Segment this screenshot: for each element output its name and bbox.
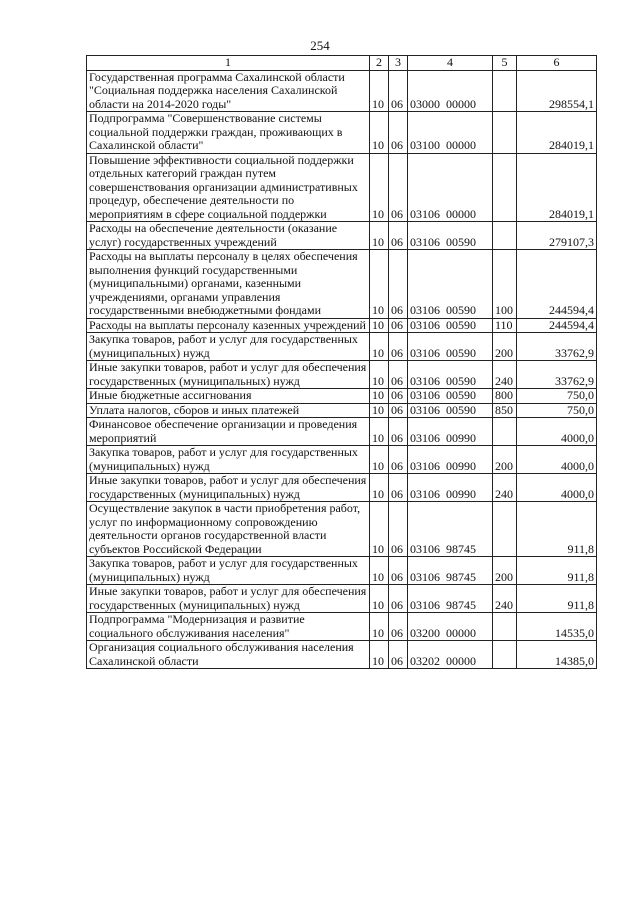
table-row <box>87 557 597 585</box>
row-section-cell: 10 <box>370 585 389 613</box>
table-row <box>87 502 597 557</box>
table-row <box>87 361 597 389</box>
row-subsection-cell: 06 <box>389 418 408 446</box>
row-name-cell: Иные закупки товаров, работ и услуг для обеспечения государственных (муниципальных) нужд <box>87 474 370 502</box>
row-name-cell: Закупка товаров, работ и услуг для государственных (муниципальных) нужд <box>87 557 370 585</box>
row-name-cell: Иные закупки товаров, работ и услуг для обеспечения государственных (муниципальных) нужд <box>87 585 370 613</box>
row-name-cell: Иные бюджетные ассигнования <box>87 389 370 404</box>
row-expense-type-cell <box>493 70 517 112</box>
row-target-article-cell: 03106 98745 <box>408 585 493 613</box>
row-name-cell: Осуществление закупок в части приобретения работ, услуг по информационному сопровождению деятельности органов государственной власти субъектов Российской Федерации <box>87 502 370 557</box>
row-expense-type-cell: 240 <box>493 474 517 502</box>
row-target-article-cell: 03200 00000 <box>408 613 493 641</box>
row-target-article-cell: 03106 00590 <box>408 222 493 250</box>
row-name-cell: Расходы на выплаты персоналу в целях обеспечения выполнения функций государственными (муниципальными) органами, казенными учреждениями, органами управления государственными внебюджетными фондами <box>87 250 370 319</box>
table-row <box>87 250 597 319</box>
row-section-cell: 10 <box>370 474 389 502</box>
row-section-cell: 10 <box>370 318 389 333</box>
table-row <box>87 222 597 250</box>
row-section-cell: 10 <box>370 418 389 446</box>
row-subsection-cell: 06 <box>389 389 408 404</box>
row-subsection-cell: 06 <box>389 502 408 557</box>
table-row <box>87 641 597 669</box>
row-subsection-cell: 06 <box>389 112 408 154</box>
row-subsection-cell: 06 <box>389 318 408 333</box>
row-amount-cell: 14385,0 <box>517 641 597 669</box>
row-expense-type-cell <box>493 641 517 669</box>
row-section-cell: 10 <box>370 222 389 250</box>
row-subsection-cell: 06 <box>389 361 408 389</box>
row-section-cell: 10 <box>370 70 389 112</box>
row-subsection-cell: 06 <box>389 613 408 641</box>
row-target-article-cell: 03106 00590 <box>408 361 493 389</box>
row-amount-cell: 4000,0 <box>517 418 597 446</box>
row-name-cell: Уплата налогов, сборов и иных платежей <box>87 403 370 418</box>
budget-table <box>86 55 597 669</box>
row-subsection-cell: 06 <box>389 250 408 319</box>
table-row <box>87 446 597 474</box>
row-expense-type-cell: 800 <box>493 389 517 404</box>
row-section-cell: 10 <box>370 557 389 585</box>
row-expense-type-cell <box>493 613 517 641</box>
table-row <box>87 112 597 154</box>
row-target-article-cell: 03106 00990 <box>408 474 493 502</box>
row-section-cell: 10 <box>370 153 389 222</box>
row-subsection-cell: 06 <box>389 153 408 222</box>
row-name-cell: Подпрограмма "Совершенствование системы социальной поддержки граждан, проживающих в Сахалинской области" <box>87 112 370 154</box>
row-expense-type-cell: 850 <box>493 403 517 418</box>
row-target-article-cell: 03106 00990 <box>408 418 493 446</box>
row-subsection-cell: 06 <box>389 403 408 418</box>
row-subsection-cell: 06 <box>389 70 408 112</box>
row-target-article-cell: 03106 00590 <box>408 403 493 418</box>
row-target-article-cell: 03100 00000 <box>408 112 493 154</box>
table-row <box>87 333 597 361</box>
row-target-article-cell: 03106 00590 <box>408 250 493 319</box>
row-amount-cell: 298554,1 <box>517 70 597 112</box>
row-expense-type-cell <box>493 222 517 250</box>
row-name-cell: Расходы на выплаты персоналу казенных учреждений <box>87 318 370 333</box>
row-expense-type-cell: 200 <box>493 446 517 474</box>
row-expense-type-cell: 240 <box>493 585 517 613</box>
row-name-cell: Государственная программа Сахалинской области "Социальная поддержка населения Сахалинской области на 2014-2020 годы" <box>87 70 370 112</box>
column-header: 1 <box>87 56 370 71</box>
row-expense-type-cell <box>493 418 517 446</box>
page-number: 254 <box>310 38 330 53</box>
row-subsection-cell: 06 <box>389 557 408 585</box>
column-header: 5 <box>493 56 517 71</box>
row-amount-cell: 14535,0 <box>517 613 597 641</box>
row-name-cell: Закупка товаров, работ и услуг для государственных (муниципальных) нужд <box>87 446 370 474</box>
row-amount-cell: 750,0 <box>517 403 597 418</box>
row-amount-cell: 33762,9 <box>517 333 597 361</box>
row-subsection-cell: 06 <box>389 474 408 502</box>
row-name-cell: Финансовое обеспечение организации и проведения мероприятий <box>87 418 370 446</box>
row-target-article-cell: 03202 00000 <box>408 641 493 669</box>
row-amount-cell: 244594,4 <box>517 318 597 333</box>
row-subsection-cell: 06 <box>389 333 408 361</box>
column-header: 2 <box>370 56 389 71</box>
row-target-article-cell: 03106 00590 <box>408 333 493 361</box>
row-target-article-cell: 03106 00590 <box>408 389 493 404</box>
row-expense-type-cell: 200 <box>493 333 517 361</box>
table-row <box>87 403 597 418</box>
row-amount-cell: 33762,9 <box>517 361 597 389</box>
row-section-cell: 10 <box>370 333 389 361</box>
row-target-article-cell: 03106 98745 <box>408 557 493 585</box>
row-amount-cell: 750,0 <box>517 389 597 404</box>
table-header-row <box>87 56 597 71</box>
table-row <box>87 585 597 613</box>
row-expense-type-cell: 240 <box>493 361 517 389</box>
table-row <box>87 318 597 333</box>
row-name-cell: Повышение эффективности социальной поддержки отдельных категорий граждан путем совершенствования организации административных процедур, обеспечение деятельности по мероприятиям в сфере социальной поддержки <box>87 153 370 222</box>
row-name-cell: Подпрограмма "Модернизация и развитие социального обслуживания населения" <box>87 613 370 641</box>
row-name-cell: Организация социального обслуживания населения Сахалинской области <box>87 641 370 669</box>
row-section-cell: 10 <box>370 613 389 641</box>
row-section-cell: 10 <box>370 112 389 154</box>
row-target-article-cell: 03106 00990 <box>408 446 493 474</box>
row-amount-cell: 911,8 <box>517 502 597 557</box>
row-target-article-cell: 03000 00000 <box>408 70 493 112</box>
row-subsection-cell: 06 <box>389 222 408 250</box>
row-name-cell: Расходы на обеспечение деятельности (оказание услуг) государственных учреждений <box>87 222 370 250</box>
row-subsection-cell: 06 <box>389 446 408 474</box>
row-expense-type-cell <box>493 112 517 154</box>
column-header: 4 <box>408 56 493 71</box>
row-section-cell: 10 <box>370 641 389 669</box>
table-row <box>87 418 597 446</box>
row-section-cell: 10 <box>370 250 389 319</box>
row-target-article-cell: 03106 00590 <box>408 318 493 333</box>
row-section-cell: 10 <box>370 502 389 557</box>
row-expense-type-cell <box>493 502 517 557</box>
row-section-cell: 10 <box>370 403 389 418</box>
row-section-cell: 10 <box>370 361 389 389</box>
row-expense-type-cell: 200 <box>493 557 517 585</box>
row-amount-cell: 244594,4 <box>517 250 597 319</box>
row-amount-cell: 279107,3 <box>517 222 597 250</box>
table-row <box>87 70 597 112</box>
row-amount-cell: 911,8 <box>517 557 597 585</box>
table-row <box>87 474 597 502</box>
table-row <box>87 153 597 222</box>
row-expense-type-cell: 100 <box>493 250 517 319</box>
row-name-cell: Иные закупки товаров, работ и услуг для обеспечения государственных (муниципальных) нужд <box>87 361 370 389</box>
row-expense-type-cell: 110 <box>493 318 517 333</box>
row-amount-cell: 284019,1 <box>517 112 597 154</box>
row-subsection-cell: 06 <box>389 641 408 669</box>
row-expense-type-cell <box>493 153 517 222</box>
table-row <box>87 613 597 641</box>
row-subsection-cell: 06 <box>389 585 408 613</box>
column-header: 6 <box>517 56 597 71</box>
table-body <box>87 70 597 669</box>
row-amount-cell: 4000,0 <box>517 474 597 502</box>
row-target-article-cell: 03106 00000 <box>408 153 493 222</box>
row-name-cell: Закупка товаров, работ и услуг для государственных (муниципальных) нужд <box>87 333 370 361</box>
column-header: 3 <box>389 56 408 71</box>
row-amount-cell: 284019,1 <box>517 153 597 222</box>
row-target-article-cell: 03106 98745 <box>408 502 493 557</box>
row-amount-cell: 4000,0 <box>517 446 597 474</box>
row-section-cell: 10 <box>370 446 389 474</box>
row-amount-cell: 911,8 <box>517 585 597 613</box>
row-section-cell: 10 <box>370 389 389 404</box>
table-row <box>87 389 597 404</box>
